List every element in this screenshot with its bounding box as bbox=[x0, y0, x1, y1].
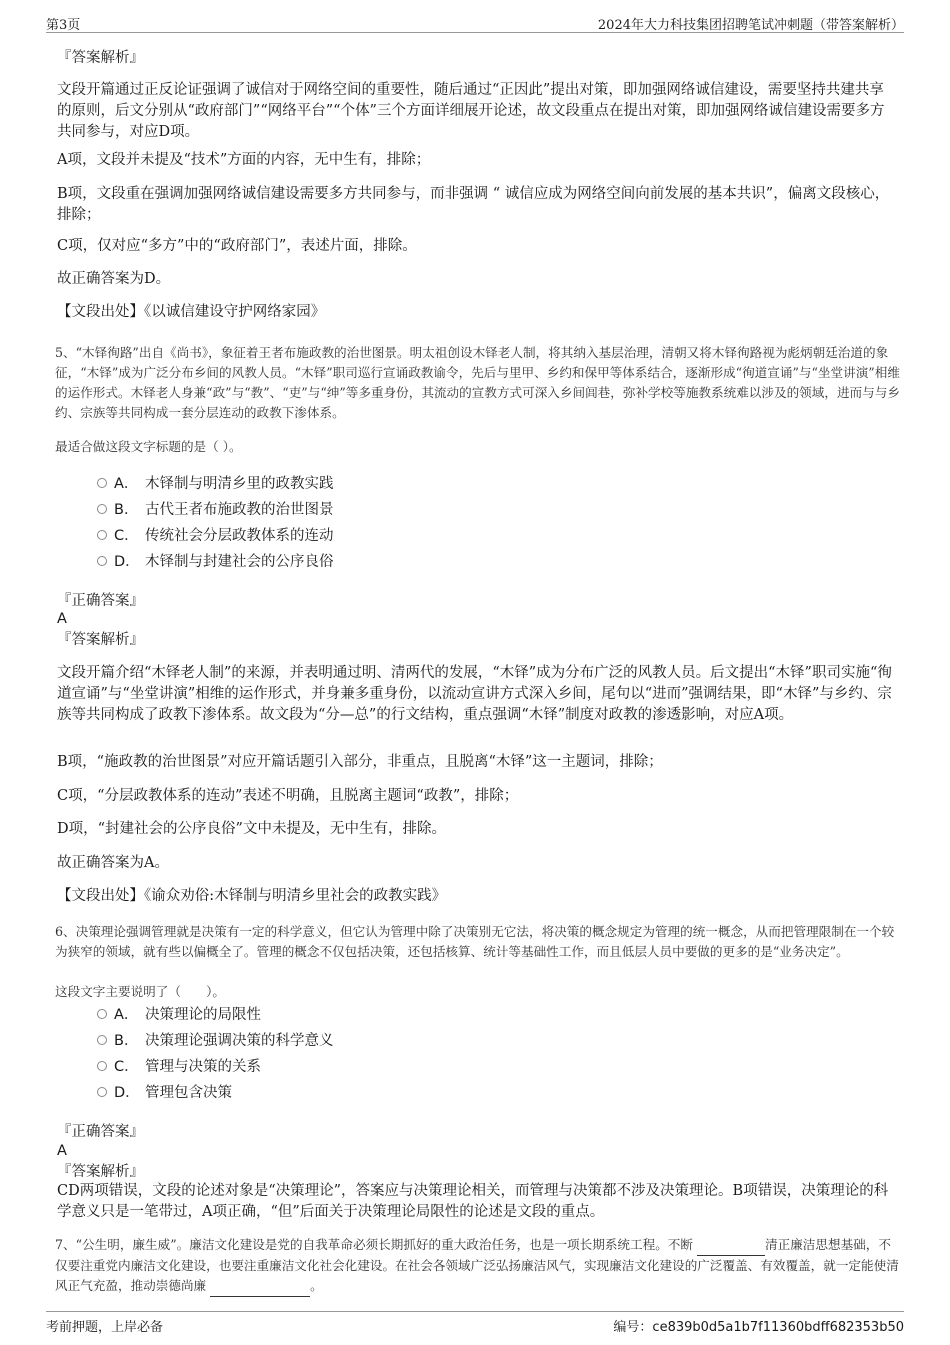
q7-stem: 7、“公生明，廉生威”。廉洁文化建设是党的自我革命必须长期抓好的重大政治任务，也是一项长期系统工程。不断 清正廉洁思想基础，不仅要注重党内廉洁文化建设，也要注重廉洁文化社会化建设。在社会各领域广泛弘扬廉洁风气，实现廉洁文化建设的广泛覆盖、有效覆盖，就一定能使清风正气充盈，推动崇德尚廉 。 bbox=[55, 1235, 900, 1297]
q5-conclusion: 故正确答案为A。 bbox=[57, 855, 169, 871]
footer-slogan: 考前押题，上岸必备 bbox=[46, 1320, 164, 1335]
q4-conclusion: 故正确答案为D。 bbox=[57, 271, 171, 287]
fill-blank-1[interactable] bbox=[697, 1235, 765, 1256]
radio-icon[interactable] bbox=[97, 504, 107, 514]
q5-analysis-b: B项，“施政教的治世图景”对应开篇话题引入部分，非重点，且脱离“木铎”这一主题词，排除； bbox=[57, 754, 663, 770]
q5-question: 最适合做这段文字标题的是（ ）。 bbox=[55, 439, 242, 454]
page-footer bbox=[46, 1311, 904, 1334]
radio-icon[interactable] bbox=[97, 1009, 107, 1019]
fill-blank-2[interactable] bbox=[210, 1276, 310, 1297]
q6-analysis-label: 『答案解析』 bbox=[57, 1164, 144, 1180]
q6-analysis-paragraph: CD两项错误，文段的论述对象是“决策理论”，答案应与决策理论相关，而管理与决策都不涉及决策理论。B项错误，决策理论的科学意义只是一笔带过，A项正确，“但”后面关于决策理论局限性的论述是文段的重点。 bbox=[57, 1183, 889, 1220]
q5-analysis-paragraph: 文段开篇介绍“木铎老人制”的来源，并表明通过明、清两代的发展，“木铎”成为分布广泛的风教人员。后文提出“木铎”职司实施“徇道宣诵”与“坐堂讲演”相维的运作形式，并身兼多重身份，以流动宣讲方式深入乡间，尾句以“进而”强调结果，即“木铎”与乡约、宗族等共同构成了政教下渗体系。故文段为“分—总”的行文结构，重点强调“木铎”制度对政教的渗透影响，对应A项。 bbox=[57, 665, 892, 723]
q6-question: 这段文字主要说明了（ ）。 bbox=[55, 984, 226, 999]
q4-analysis-paragraph: 文段开篇通过正反论证强调了诚信对于网络空间的重要性，随后通过“正因此”提出对策，即加强网络诚信建设，需要坚持共建共享的原则，后文分别从“政府部门”“网络平台”“个体”三个方面详细展开论述，故文段重点在提出对策，即加强网络诚信建设需要多方共同参与，对应D项。 bbox=[57, 82, 885, 140]
q6-answer-label: 『正确答案』 bbox=[57, 1124, 144, 1140]
q5-answer: A bbox=[57, 611, 67, 627]
q4-analysis-c: C项，仅对应“多方”中的“政府部门”，表述片面，排除。 bbox=[57, 238, 417, 254]
radio-icon[interactable] bbox=[97, 1087, 107, 1097]
radio-icon[interactable] bbox=[97, 1035, 107, 1045]
radio-icon[interactable] bbox=[97, 530, 107, 540]
radio-icon[interactable] bbox=[97, 556, 107, 566]
q5-answer-label: 『正确答案』 bbox=[57, 593, 144, 609]
q4-source: 【文段出处】《以诚信建设守护网络家园》 bbox=[57, 304, 326, 320]
q4-analysis-b: B项，文段重在强调加强网络诚信建设需要多方共同参与，而非强调 “ 诚信应成为网络空间向前发展的基本共识”，偏离文段核心，排除； bbox=[57, 186, 890, 223]
q4-analysis-label: 『答案解析』 bbox=[57, 50, 144, 66]
radio-icon[interactable] bbox=[97, 1061, 107, 1071]
q6-answer: A bbox=[57, 1143, 67, 1159]
document-id: 编号：ce839b0d5a1b7f11360bdff682353b50 bbox=[613, 1320, 904, 1335]
page-header bbox=[46, 10, 904, 33]
q5-analysis-c: C项，“分层政教体系的连动”表述不明确，且脱离主题词“政教”，排除； bbox=[57, 788, 519, 804]
q5-analysis-label: 『答案解析』 bbox=[57, 632, 144, 648]
document-title: 2024年大力科技集团招聘笔试冲刺题（带答案解析） bbox=[597, 18, 904, 33]
q5-source: 【文段出处】《谕众劝俗:木铎制与明清乡里社会的政教实践》 bbox=[57, 888, 447, 904]
q6-stem: 6、决策理论强调管理就是决策有一定的科学意义，但它认为管理中除了决策别无它法，将决策的概念规定为管理的统一概念，从而把管理限制在一个较为狭窄的领域，就有些以偏概全了。管理的概念不仅包括决策，还包括核算、统计等基础性工作，而且低层人员中要做的更多的是“业务决定”。 bbox=[55, 924, 895, 959]
q5-analysis-d: D项，“封建社会的公序良俗”文中未提及，无中生有，排除。 bbox=[57, 821, 446, 837]
q4-analysis-a: A项，文段并未提及“技术”方面的内容，无中生有，排除； bbox=[57, 152, 431, 168]
page-number: 第3页 bbox=[46, 18, 81, 33]
q5-stem: 5、“木铎徇路”出自《尚书》，象征着王者布施政教的治世图景。明太祖创设木铎老人制，将其纳入基层治理，清朝又将木铎徇路视为彪炳朝廷治道的象征，“木铎”成为广泛分布乡间的风教人员。“木铎”职司巡行宣诵政教谕令，先后与里甲、乡约和保甲等体系结合，逐渐形成“徇道宣诵”与“坐堂讲演”相维的运作形式。木铎老人身兼“政”与“教”、“吏”与“绅”等多重身份，其流动的宣教方式可深入乡间闾巷，弥补学校等施教系统难以涉及的领域，进而与与乡约、宗族等共同构成一套分层连动的政教下渗体系。 bbox=[55, 345, 900, 420]
radio-icon[interactable] bbox=[97, 478, 107, 488]
